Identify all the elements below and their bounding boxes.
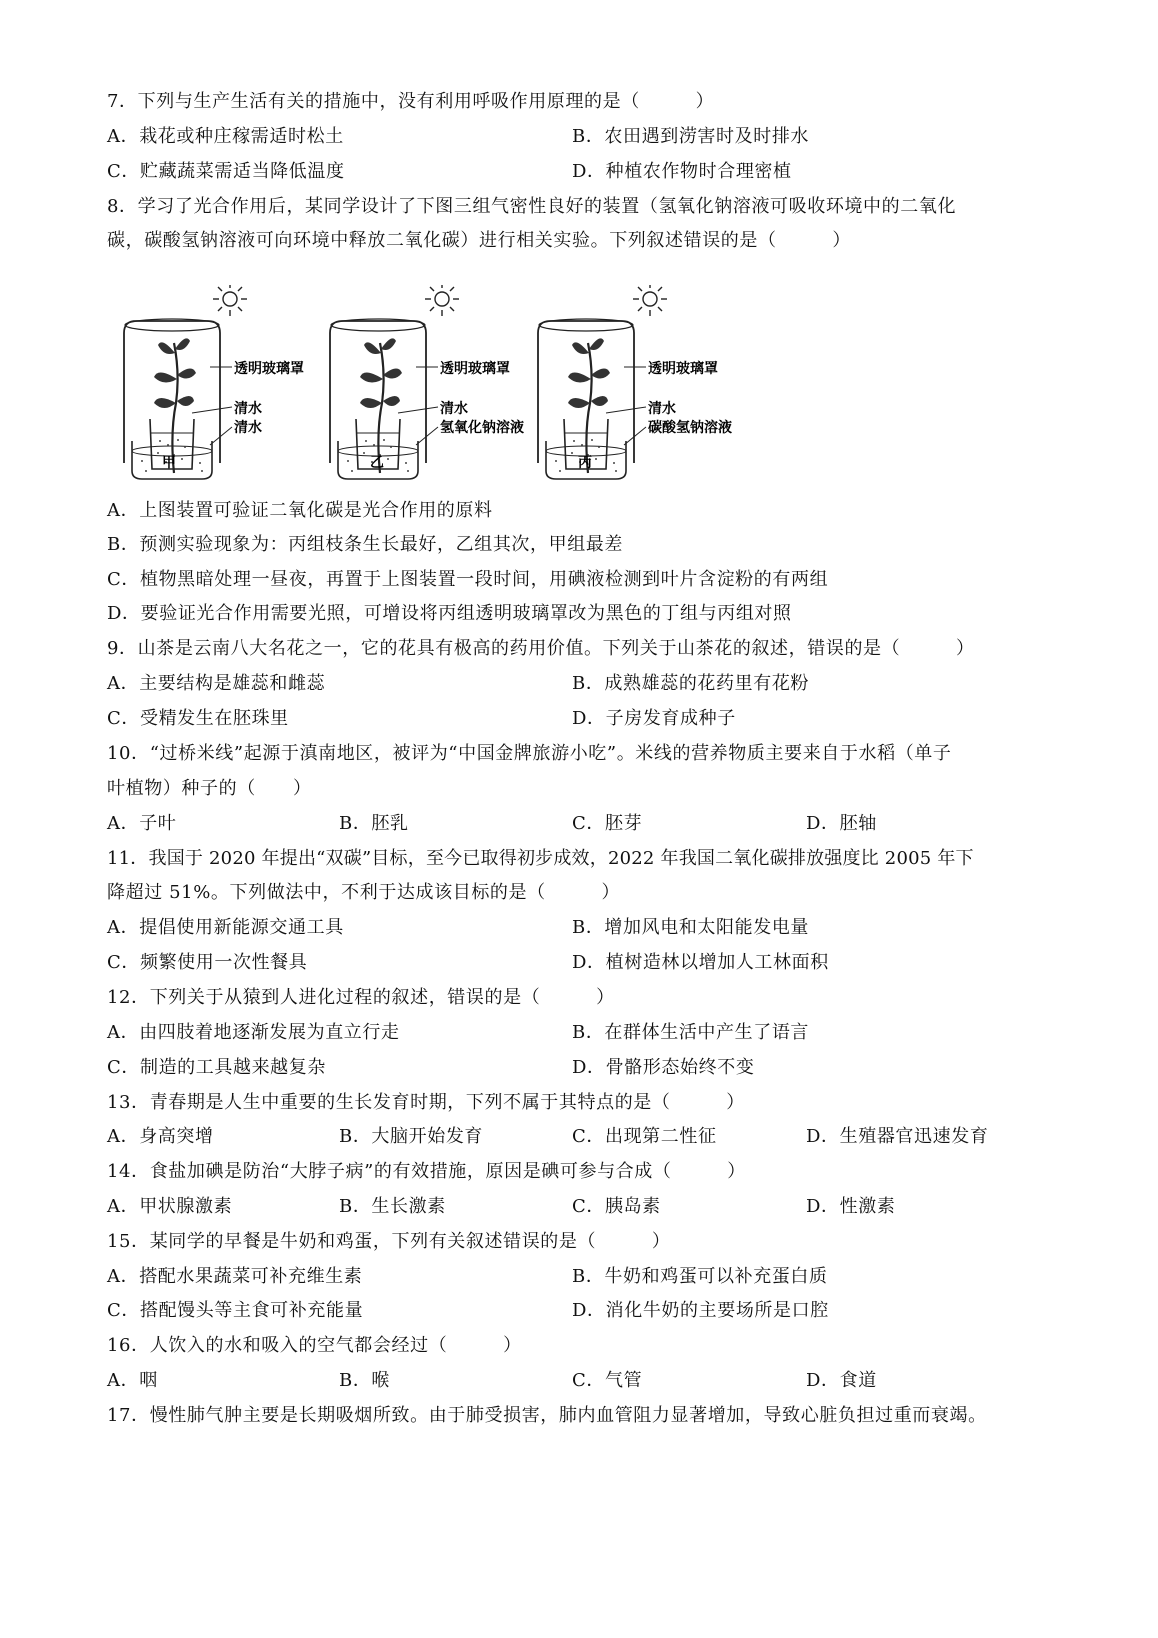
question-7-option-a: A．栽花或种庄稼需适时松土 [107, 126, 344, 147]
question-14-option-a: A．甲状腺激素 [107, 1196, 233, 1217]
question-13-option-a: A．身高突增 [107, 1126, 214, 1147]
question-13-option-b: B．大脑开始发育 [339, 1126, 484, 1147]
group-c-name: 丙 [578, 455, 592, 471]
question-9-stem: 9．山茶是云南八大名花之一，它的花具有极高的药用价值。下列关于山茶花的叙述，错误的是（ ） [107, 638, 975, 659]
question-14-stem: 14．食盐加碘是防治“大脖子病”的有效措施，原因是碘可参与合成（ ） [107, 1161, 746, 1182]
question-8-option-d: D．要验证光合作用需要光照，可增设将丙组透明玻璃罩改为黑色的丁组与丙组对照 [107, 603, 792, 624]
experiment-figure [112, 285, 792, 505]
question-7-stem: 7．下列与生产生活有关的措施中，没有利用呼吸作用原理的是（ ） [107, 91, 715, 112]
question-15-option-a: A．搭配水果蔬菜可补充维生素 [107, 1266, 363, 1287]
question-8-stem-line-2: 碳，碳酸氢钠溶液可向环境中释放二氧化碳）进行相关实验。下列叙述错误的是（ ） [107, 230, 851, 251]
question-9-option-a: A．主要结构是雄蕊和雌蕊 [107, 673, 326, 694]
question-14-option-c: C．胰岛素 [572, 1196, 661, 1217]
question-7-option-c: C．贮藏蔬菜需适当降低温度 [107, 161, 345, 182]
question-16-option-b: B．喉 [339, 1370, 391, 1391]
group-a-sun-icon [213, 285, 247, 316]
group-b-label-cover: 透明玻璃罩 [440, 361, 510, 377]
question-17-stem: 17．慢性肺气肿主要是长期吸烟所致。由于肺受损害，肺内血管阻力显著增加，导致心脏负担过重而衰竭。 [107, 1405, 987, 1426]
question-11-option-a: A．提倡使用新能源交通工具 [107, 917, 344, 938]
question-12-option-d: D．骨骼形态始终不变 [572, 1057, 755, 1078]
question-12-option-b: B．在群体生活中产生了语言 [572, 1022, 810, 1043]
question-16-stem: 16．人饮入的水和吸入的空气都会经过（ ） [107, 1335, 522, 1356]
question-7-option-b: B．农田遇到涝害时及时排水 [572, 126, 810, 147]
group-a-label-cover: 透明玻璃罩 [234, 361, 304, 377]
question-15-option-c: C．搭配馒头等主食可补充能量 [107, 1300, 364, 1321]
question-11-option-b: B．增加风电和太阳能发电量 [572, 917, 810, 938]
group-c-sun-icon [633, 285, 667, 316]
question-8-option-b: B．预测实验现象为：丙组枝条生长最好，乙组其次，甲组最差 [107, 534, 624, 555]
question-9-option-d: D．子房发育成种子 [572, 708, 736, 729]
question-7-option-d: D．种植农作物时合理密植 [572, 161, 792, 182]
question-12-option-a: A．由四肢着地逐渐发展为直立行走 [107, 1022, 400, 1043]
question-15-stem: 15．某同学的早餐是牛奶和鸡蛋，下列有关叙述错误的是（ ） [107, 1231, 671, 1252]
group-c-label-cover: 透明玻璃罩 [648, 361, 718, 377]
group-b-sun-icon [425, 285, 459, 316]
group-b-label-outer: 氢氧化钠溶液 [440, 420, 524, 436]
question-12-stem: 12．下列关于从猿到人进化过程的叙述，错误的是（ ） [107, 987, 615, 1008]
question-16-option-d: D．食道 [806, 1370, 877, 1391]
question-12-option-c: C．制造的工具越来越复杂 [107, 1057, 326, 1078]
question-10-option-c: C．胚芽 [572, 813, 643, 834]
question-11-option-d: D．植树造林以增加人工林面积 [572, 952, 829, 973]
question-16-option-c: C．气管 [572, 1370, 643, 1391]
question-10-stem-line-2: 叶植物）种子的（ ） [107, 778, 312, 799]
group-c-label-inner: 清水 [648, 401, 676, 417]
question-8-option-c: C．植物黑暗处理一昼夜，再置于上图装置一段时间，用碘液检测到叶片含淀粉的有两组 [107, 569, 829, 590]
question-10-option-a: A．子叶 [107, 813, 177, 834]
question-10-option-b: B．胚乳 [339, 813, 409, 834]
group-c-label-outer: 碳酸氢钠溶液 [648, 420, 732, 436]
question-11-stem-line-2: 降超过 51%。下列做法中，不利于达成该目标的是（ ） [107, 882, 621, 903]
group-a-label-inner: 清水 [234, 401, 262, 417]
question-11-stem-line-1: 11．我国于 2020 年提出“双碳”目标，至今已取得初步成效，2022 年我国二氧化碳排放强度比 2005 年下 [107, 848, 974, 869]
question-15-option-b: B．牛奶和鸡蛋可以补充蛋白质 [572, 1266, 828, 1287]
question-9-option-c: C．受精发生在胚珠里 [107, 708, 289, 729]
group-a-label-outer: 清水 [234, 420, 262, 436]
question-13-stem: 13．青春期是人生中重要的生长发育时期，下列不属于其特点的是（ ） [107, 1092, 745, 1113]
question-16-option-a: A．咽 [107, 1370, 158, 1391]
group-a-name: 甲 [162, 455, 176, 471]
question-10-stem-line-1: 10．“过桥米线”起源于滇南地区，被评为“中国金牌旅游小吃”。米线的营养物质主要来自于水稻（单子 [107, 743, 952, 764]
group-b-label-inner: 清水 [440, 401, 468, 417]
question-8-option-a: A．上图装置可验证二氧化碳是光合作用的原料 [107, 500, 493, 521]
group-b-name: 乙 [370, 455, 384, 471]
question-14-option-b: B．生长激素 [339, 1196, 446, 1217]
question-14-option-d: D．性激素 [806, 1196, 896, 1217]
question-15-option-d: D．消化牛奶的主要场所是口腔 [572, 1300, 829, 1321]
question-10-option-d: D．胚轴 [806, 813, 877, 834]
question-11-option-c: C．频繁使用一次性餐具 [107, 952, 308, 973]
question-13-option-d: D．生殖器官迅速发育 [806, 1126, 989, 1147]
question-9-option-b: B．成熟雄蕊的花药里有花粉 [572, 673, 810, 694]
question-8-stem-line-1: 8．学习了光合作用后，某同学设计了下图三组气密性良好的装置（氢氧化钠溶液可吸收环境中的二氧化 [107, 196, 957, 217]
question-13-option-c: C．出现第二性征 [572, 1126, 717, 1147]
